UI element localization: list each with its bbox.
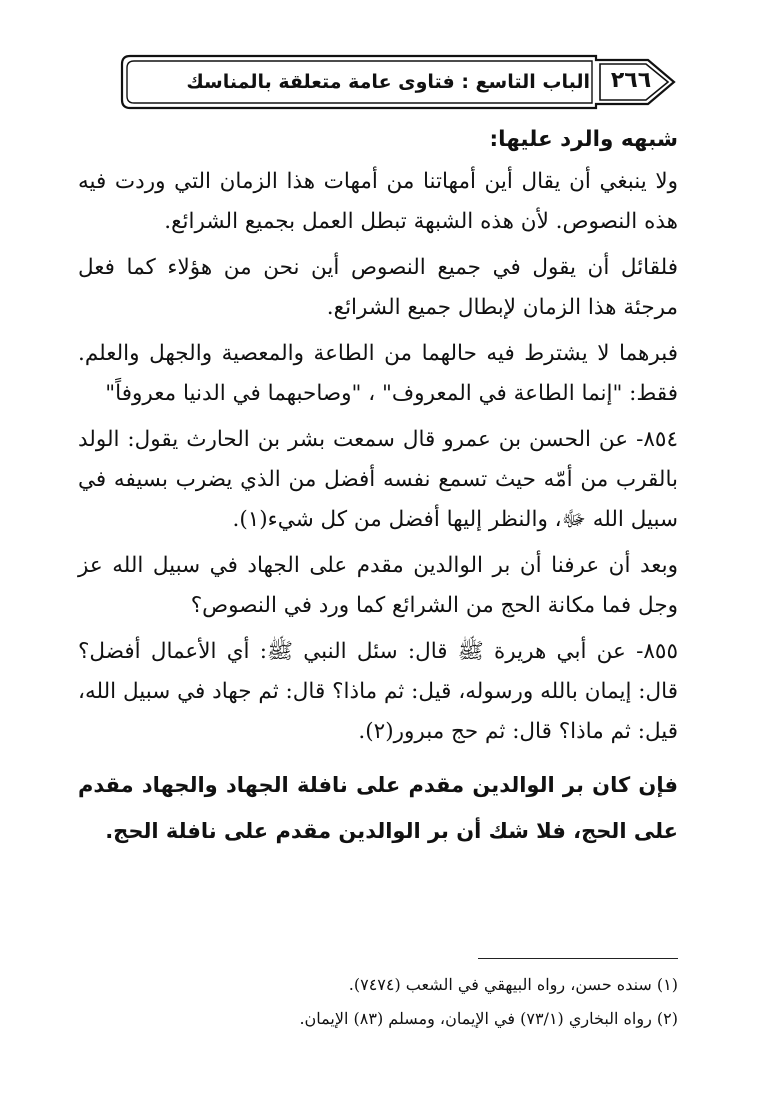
- paragraph-3: فبرهما لا يشترط فيه حالهما من الطاعة والمعصية والجهل والعلم. فقط: "إنما الطاعة في المعروف" ، "وصاحبهما في الدنيا معروفاً": [78, 341, 678, 406]
- conclusion-paragraph: فإن كان بر الوالدين مقدم على نافلة الجهاد والجهاد مقدم على الحج، فلا شك أن بر الوالدين مقدم على نافلة الحج.: [78, 773, 678, 843]
- paragraph-5: وبعد أن عرفنا أن بر الوالدين مقدم على الجهاد في سبيل الله عز وجل فما مكانة الحج من الشرائع كما ورد في النصوص؟: [78, 553, 678, 618]
- footnote-divider: [478, 958, 678, 959]
- footnotes: [200, 968, 678, 1036]
- paragraph-1: ولا ينبغي أن يقال أين أمهاتنا من أمهات هذا الزمان التي وردت فيه هذه النصوص. لأن هذه الشبهة تبطل العمل بجميع الشرائع.: [78, 169, 678, 234]
- footnote-1: (١) سنده حسن، رواه البيهقي في الشعب (٧٤٧٤).: [348, 975, 678, 994]
- chapter-title: الباب التاسع : فتاوى عامة متعلقة بالمناسك: [186, 71, 590, 93]
- section-heading: شبهه والرد عليها:: [489, 127, 678, 152]
- page-body: [78, 120, 678, 854]
- page-number: ٢٦٦: [610, 68, 652, 93]
- paragraph-2: فلقائل أن يقول في جميع النصوص أين نحن من هؤلاء كما فعل مرجئة هذا الزمان لإبطال جميع الشرائع.: [78, 255, 678, 320]
- footnote-2: (٢) رواه البخاري (٧٣/١) في الإيمان، ومسلم (٨٣) الإيمان.: [299, 1009, 678, 1028]
- hadith-855: ٨٥٥- عن أبي هريرة ﷺ قال: سئل النبي ﷺ: أي الأعمال أفضل؟ قال: إيمان بالله ورسوله، قيل: ثم ماذا؟ قال: ثم جهاد في سبيل الله، قيل: ثم ماذا؟ قال: ثم حج مبرور(٢).: [78, 639, 678, 744]
- hadith-854: ٨٥٤- عن الحسن بن عمرو قال سمعت بشر بن الحارث يقول: الولد بالقرب من أمّه حيث تسمع نفسه أفضل من الذي يضرب بسيفه في سبيل الله ﷻ، والنظر إليها أفضل من كل شيء(١).: [78, 427, 678, 532]
